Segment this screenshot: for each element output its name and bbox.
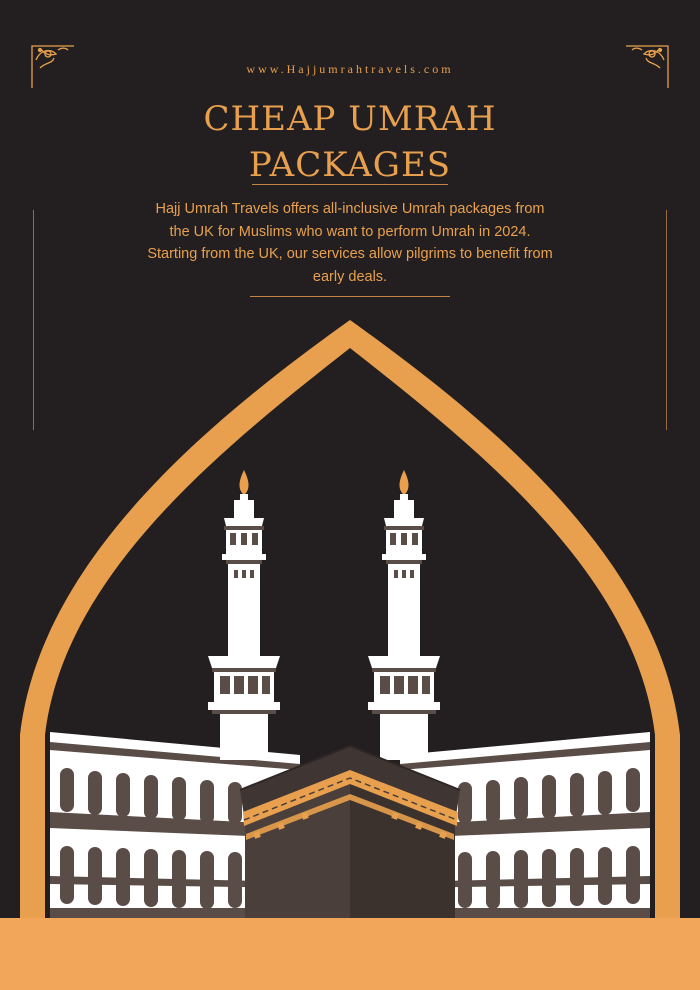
title-line-2: PACKAGES [248, 145, 452, 185]
page-title [0, 96, 700, 188]
title-line-1: CHEAP UMRAH [203, 99, 497, 139]
minaret-left [208, 470, 280, 760]
side-line-right [666, 210, 667, 430]
description: Hajj Umrah Travels offers all-inclusive Umrah packages from the UK for Muslims who want to perform Umrah in 2024. Starting from the UK, our services allow pilgrims to benefit from early deals. [147, 201, 553, 285]
website-url[interactable]: www.Hajjumrahtravels.com [246, 62, 454, 76]
bottom-divider [250, 296, 450, 297]
minaret-right [368, 470, 440, 760]
ground [0, 918, 700, 990]
side-line-left [33, 210, 34, 430]
